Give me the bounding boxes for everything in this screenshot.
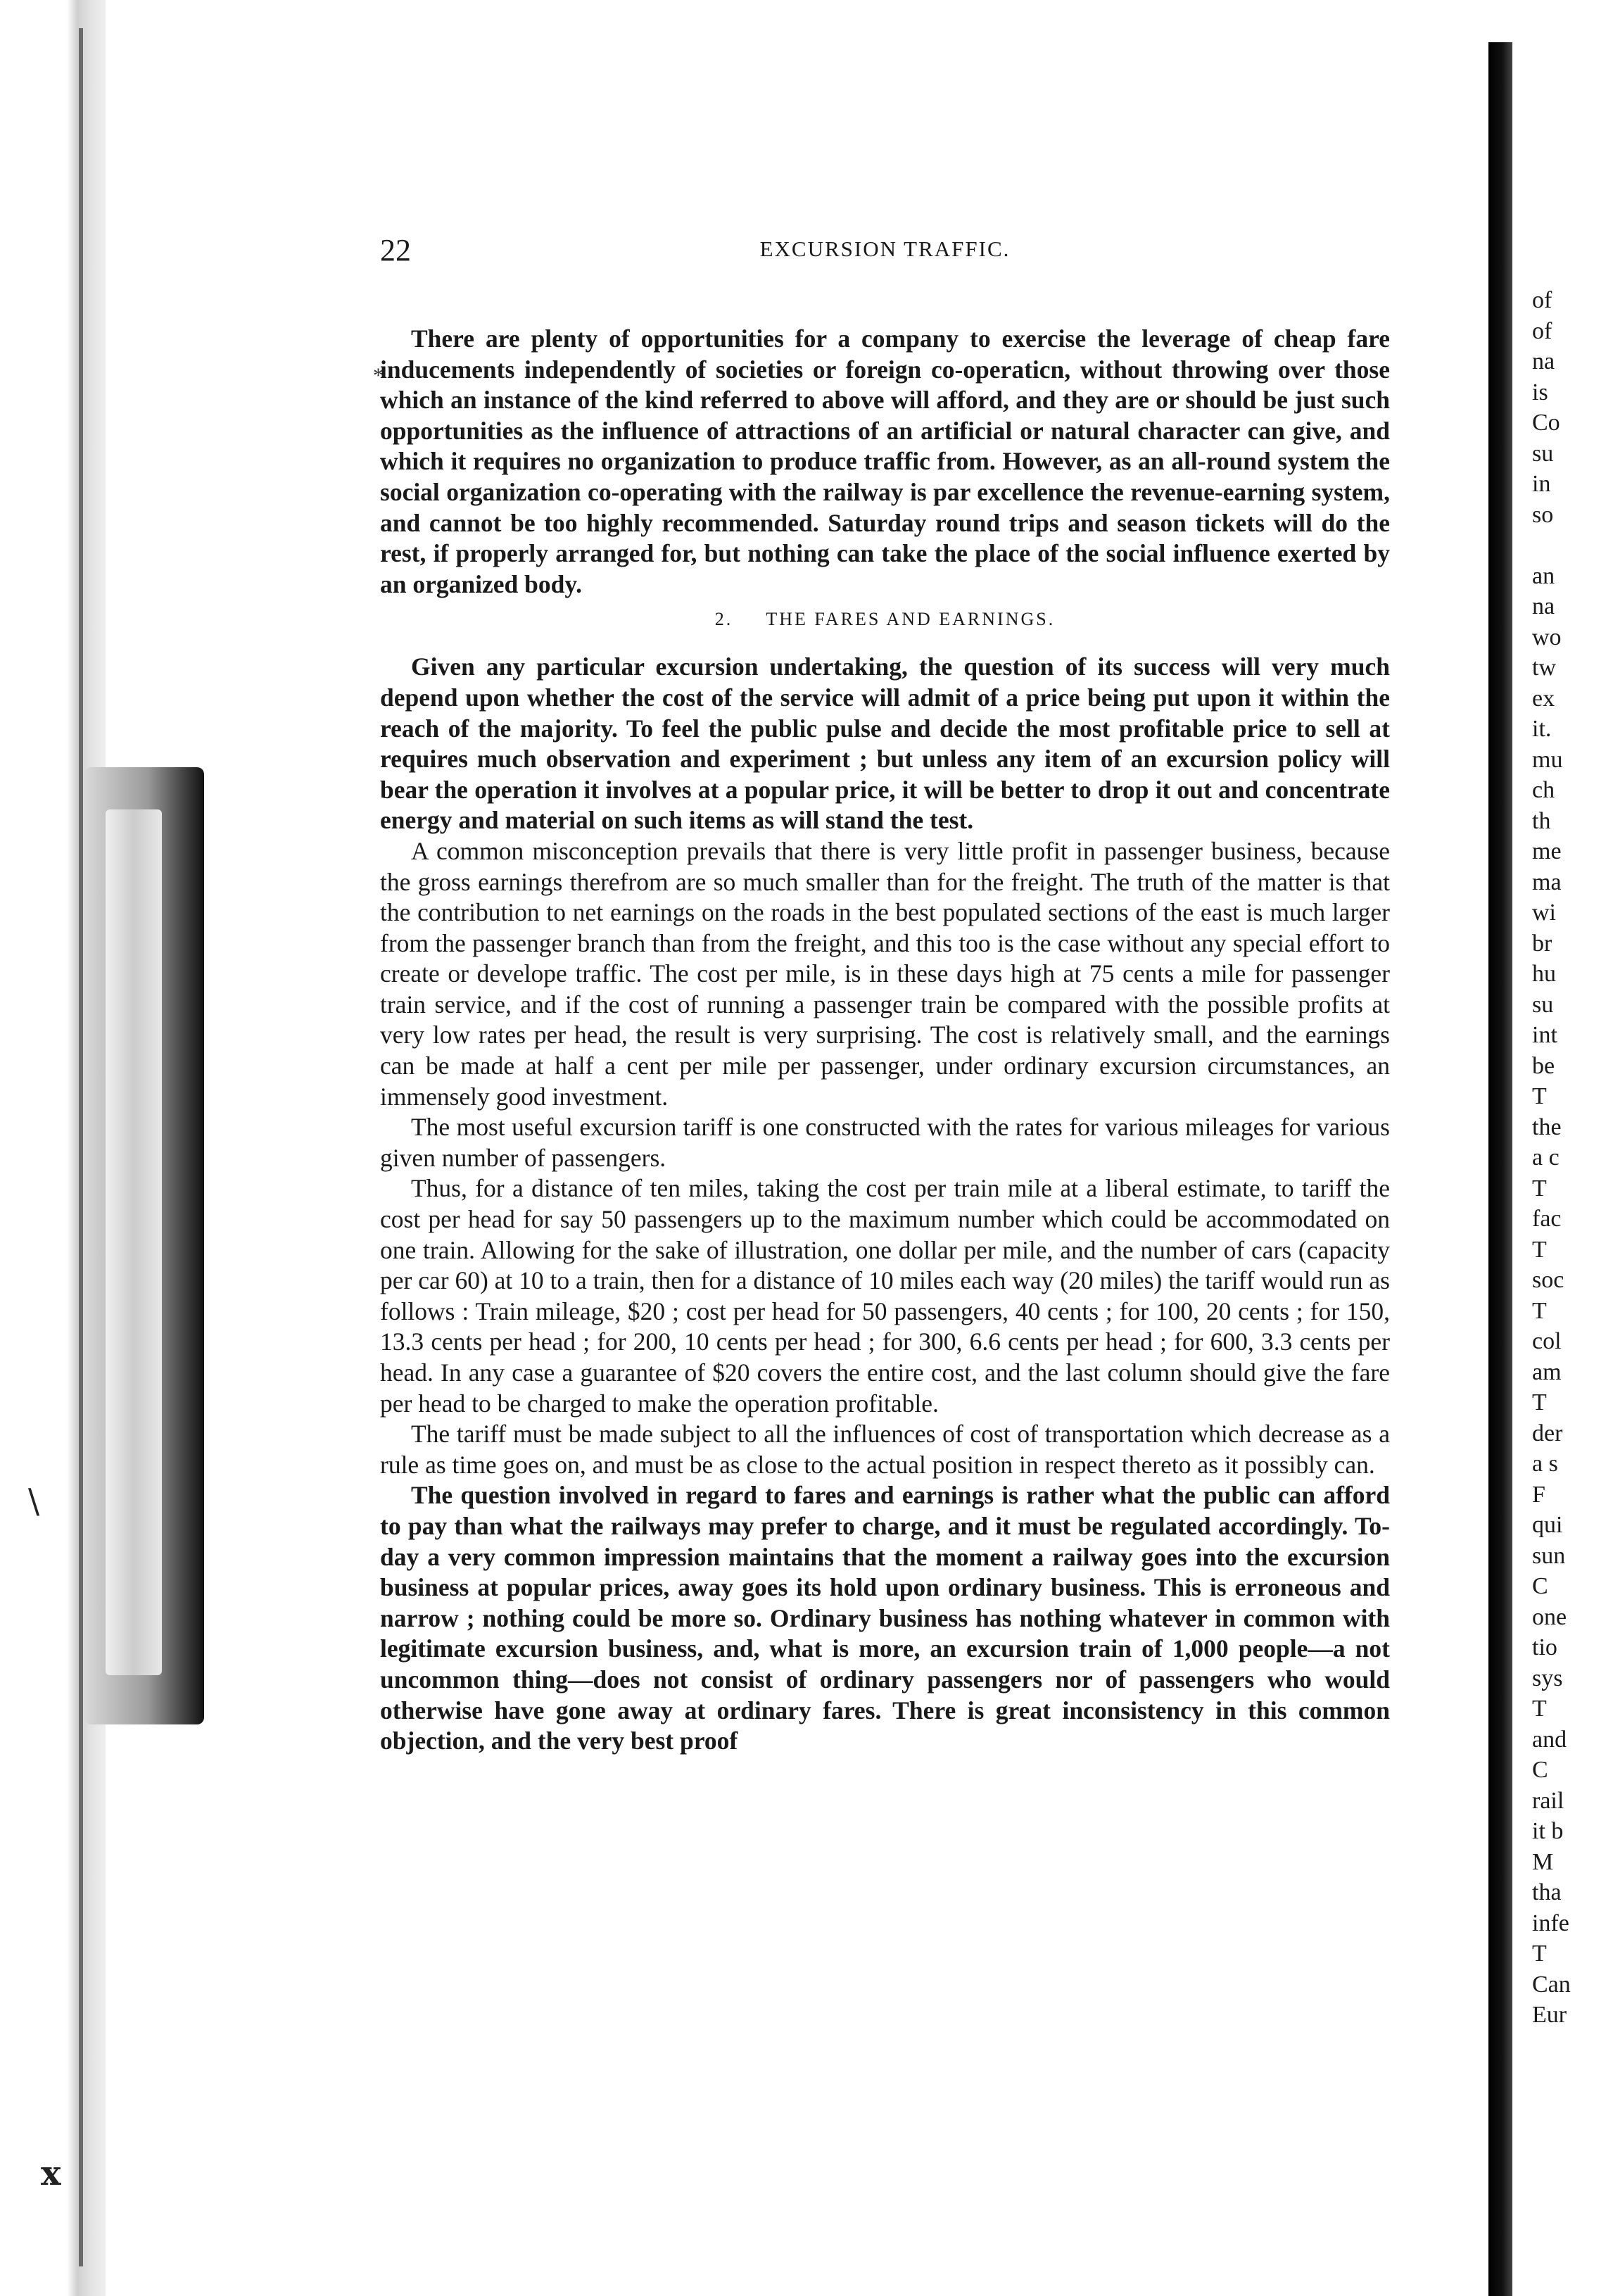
facing-page-line: C xyxy=(1532,1573,1548,1599)
section-title: THE FARES AND EARNINGS. xyxy=(766,609,1056,630)
facing-page-line: fac xyxy=(1532,1206,1562,1232)
facing-page-line: am xyxy=(1532,1358,1562,1385)
facing-page-line: F xyxy=(1532,1481,1545,1508)
facing-page-line: T xyxy=(1532,1696,1547,1722)
facing-page-line: int xyxy=(1532,1022,1557,1048)
facing-page-line: der xyxy=(1532,1420,1563,1446)
edge-bar-mark: \ xyxy=(28,1482,40,1521)
facing-page-line: tw xyxy=(1532,655,1556,681)
facing-page-line: col xyxy=(1532,1328,1562,1354)
paragraph: Given any particular excursion undertaking, the question of its success will very much depend upon whether the cost of the service will admit of a price being put upon it within the reach of the majority. To feel the public pulse and decide the most profitable price to sell at requires much observation and experiment ; but unless any item of an excursion policy will bear the operation it involves at a popular price, it will be better to drop it out and concentrate energy and material on such items as will stand the test. xyxy=(380,652,1390,835)
facing-page-line: a s xyxy=(1532,1451,1558,1477)
book-clip xyxy=(84,767,204,1724)
facing-page-line: so xyxy=(1532,501,1554,528)
paragraph: There are plenty of opportunities for a company to exercise the leverage of cheap fare inducements independently of societies or foreign co-operaticn, without throwing over those which an instance of the kind referred to above will afford, and they are or should be just such opportunities as the influence of attractions of an artificial or natural character can give, and which it requires no organization to produce traffic from. However, as an all-round system the social organization co-operating with the railway is par excellence the revenue-earning system, and cannot be too highly recommended. Saturday round trips and season tickets will do the rest, if properly arranged for, but nothing can take the place of the social influence exerted by an organized body. xyxy=(380,324,1390,598)
facing-page-line: rail xyxy=(1532,1787,1564,1814)
running-head xyxy=(380,232,1390,275)
body-text xyxy=(380,324,1390,1757)
section-number: 2. xyxy=(714,609,733,630)
facing-page-line: Eur xyxy=(1532,2002,1567,2028)
facing-page-line: th xyxy=(1532,807,1551,834)
facing-page-line: Can xyxy=(1532,1971,1571,1998)
facing-page-line: T xyxy=(1532,1389,1547,1415)
paragraph: A common misconception prevails that there is very little profit in passenger business, because the gross earnings therefrom are so much smaller than for the freight. The truth of the matter is that the contribution to net earnings on the roads in the best populated sections of the east is much larger from the passenger branch than from the freight, and this too is the case without any special effort to create or develope traffic. The cost per mile, is in these days high at 75 cents a mile for passenger train service, and if the cost of running a passenger train be compared with the possible profits at very low rates per head, the result is very surprising. The cost is relatively small, and the earnings can be made at half a cent per mile per passenger, under ordinary excursion circumstances, an immensely good investment. xyxy=(380,836,1390,1111)
facing-page-line: soc xyxy=(1532,1267,1564,1293)
book-spine xyxy=(1488,42,1512,2296)
running-title: EXCURSION TRAFFIC. xyxy=(759,236,1011,261)
facing-page-line: of xyxy=(1532,317,1552,344)
facing-page-text xyxy=(1532,285,1613,2031)
facing-page-line: T xyxy=(1532,1083,1547,1109)
facing-page-line: na xyxy=(1532,348,1555,374)
facing-page-line: mu xyxy=(1532,746,1563,773)
paragraph: The tariff must be made subject to all the influences of cost of transportation which decrease as a rule as time goes on, and must be as close to the actual position in respect thereto as it possibly can. xyxy=(380,1420,1390,1479)
facing-page-line: tha xyxy=(1532,1879,1562,1905)
facing-page-line: one xyxy=(1532,1603,1567,1630)
facing-page-line: it. xyxy=(1532,716,1552,742)
facing-page-line: ma xyxy=(1532,869,1562,895)
paragraph: Thus, for a distance of ten miles, taking the cost per train mile at a liberal estimate, to tariff the cost per head for say 50 passengers up to the maximum number which could be accommodated on one train. Allowing for the sake of illustration, one dollar per mile, and the number of cars (capacity per car 60) at 10 to a train, then for a distance of 10 miles each way (20 miles) the tariff would run as follows : Train mileage, $20 ; cost per head for 50 passengers, 40 cents ; for 100, 20 cents ; for 150, 13.3 cents per head ; for 200, 10 cents per head ; for 300, 6.6 cents per head ; for 600, 3.3 cents per head. In any case a guarantee of $20 covers the entire cost, and the last column should give the fare per head to be charged to make the operation profitable. xyxy=(380,1174,1390,1418)
facing-page-line: a c xyxy=(1532,1144,1560,1171)
facing-page xyxy=(1488,42,1613,2296)
facing-page-line: infe xyxy=(1532,1910,1569,1936)
facing-page-line: br xyxy=(1532,930,1552,957)
facing-page-line: T xyxy=(1532,1175,1547,1201)
page-edge-line xyxy=(79,28,83,2266)
facing-page-line: the xyxy=(1532,1114,1562,1140)
facing-page-line: be xyxy=(1532,1052,1555,1079)
book-clip-inner xyxy=(106,809,162,1675)
edge-glyph-mark: x xyxy=(41,2154,61,2193)
facing-page-line: and xyxy=(1532,1726,1567,1753)
section-heading xyxy=(380,605,1390,633)
facing-page-line: na xyxy=(1532,593,1555,619)
facing-page-line: ch xyxy=(1532,777,1555,803)
facing-page-line: is xyxy=(1532,379,1548,405)
page xyxy=(380,232,1390,1757)
facing-page-line: C xyxy=(1532,1757,1548,1783)
facing-page-line: sys xyxy=(1532,1665,1563,1691)
facing-page-line: of xyxy=(1532,287,1552,313)
facing-page-line: hu xyxy=(1532,961,1556,987)
paragraph: The most useful excursion tariff is one constructed with the rates for various mileages for various given number of passengers. xyxy=(380,1113,1390,1172)
facing-page-line: T xyxy=(1532,1297,1547,1324)
facing-page-line: su xyxy=(1532,440,1554,467)
page-number: 22 xyxy=(380,233,411,267)
facing-page-line: me xyxy=(1532,838,1562,864)
facing-page-line: Co xyxy=(1532,410,1560,436)
facing-page-line: sun xyxy=(1532,1542,1566,1569)
facing-page-line: it b xyxy=(1532,1818,1564,1844)
facing-page-line: wi xyxy=(1532,900,1556,926)
facing-page-line: an xyxy=(1532,562,1555,589)
margin-asterisk: * xyxy=(373,364,384,387)
facing-page-line: M xyxy=(1532,1848,1554,1875)
facing-page-line: ex xyxy=(1532,685,1555,712)
facing-page-line: su xyxy=(1532,991,1554,1018)
facing-page-line: T xyxy=(1532,1236,1547,1263)
facing-page-line: tio xyxy=(1532,1634,1557,1660)
facing-page-line: wo xyxy=(1532,624,1562,650)
facing-page-line xyxy=(1532,530,1613,561)
facing-page-line: T xyxy=(1532,1941,1547,1967)
paragraph: The question involved in regard to fares and earnings is rather what the public can afford to pay than what the railways may prefer to charge, and it must be regulated accordingly. To-day a very common impression maintains that the moment a railway goes into the excursion business at popular prices, away goes its hold upon ordinary business. This is erroneous and narrow ; nothing could be more so. Ordinary business has nothing whatever in common with legitimate excursion business, and, what is more, an excursion train of 1,000 people—a not uncommon thing—does not consist of ordinary passengers nor of passengers who would otherwise have gone away at ordinary fares. There is great inconsistency in this common objection, and the very best proof xyxy=(380,1481,1390,1755)
facing-page-line: in xyxy=(1532,471,1551,497)
facing-page-line: qui xyxy=(1532,1512,1563,1538)
